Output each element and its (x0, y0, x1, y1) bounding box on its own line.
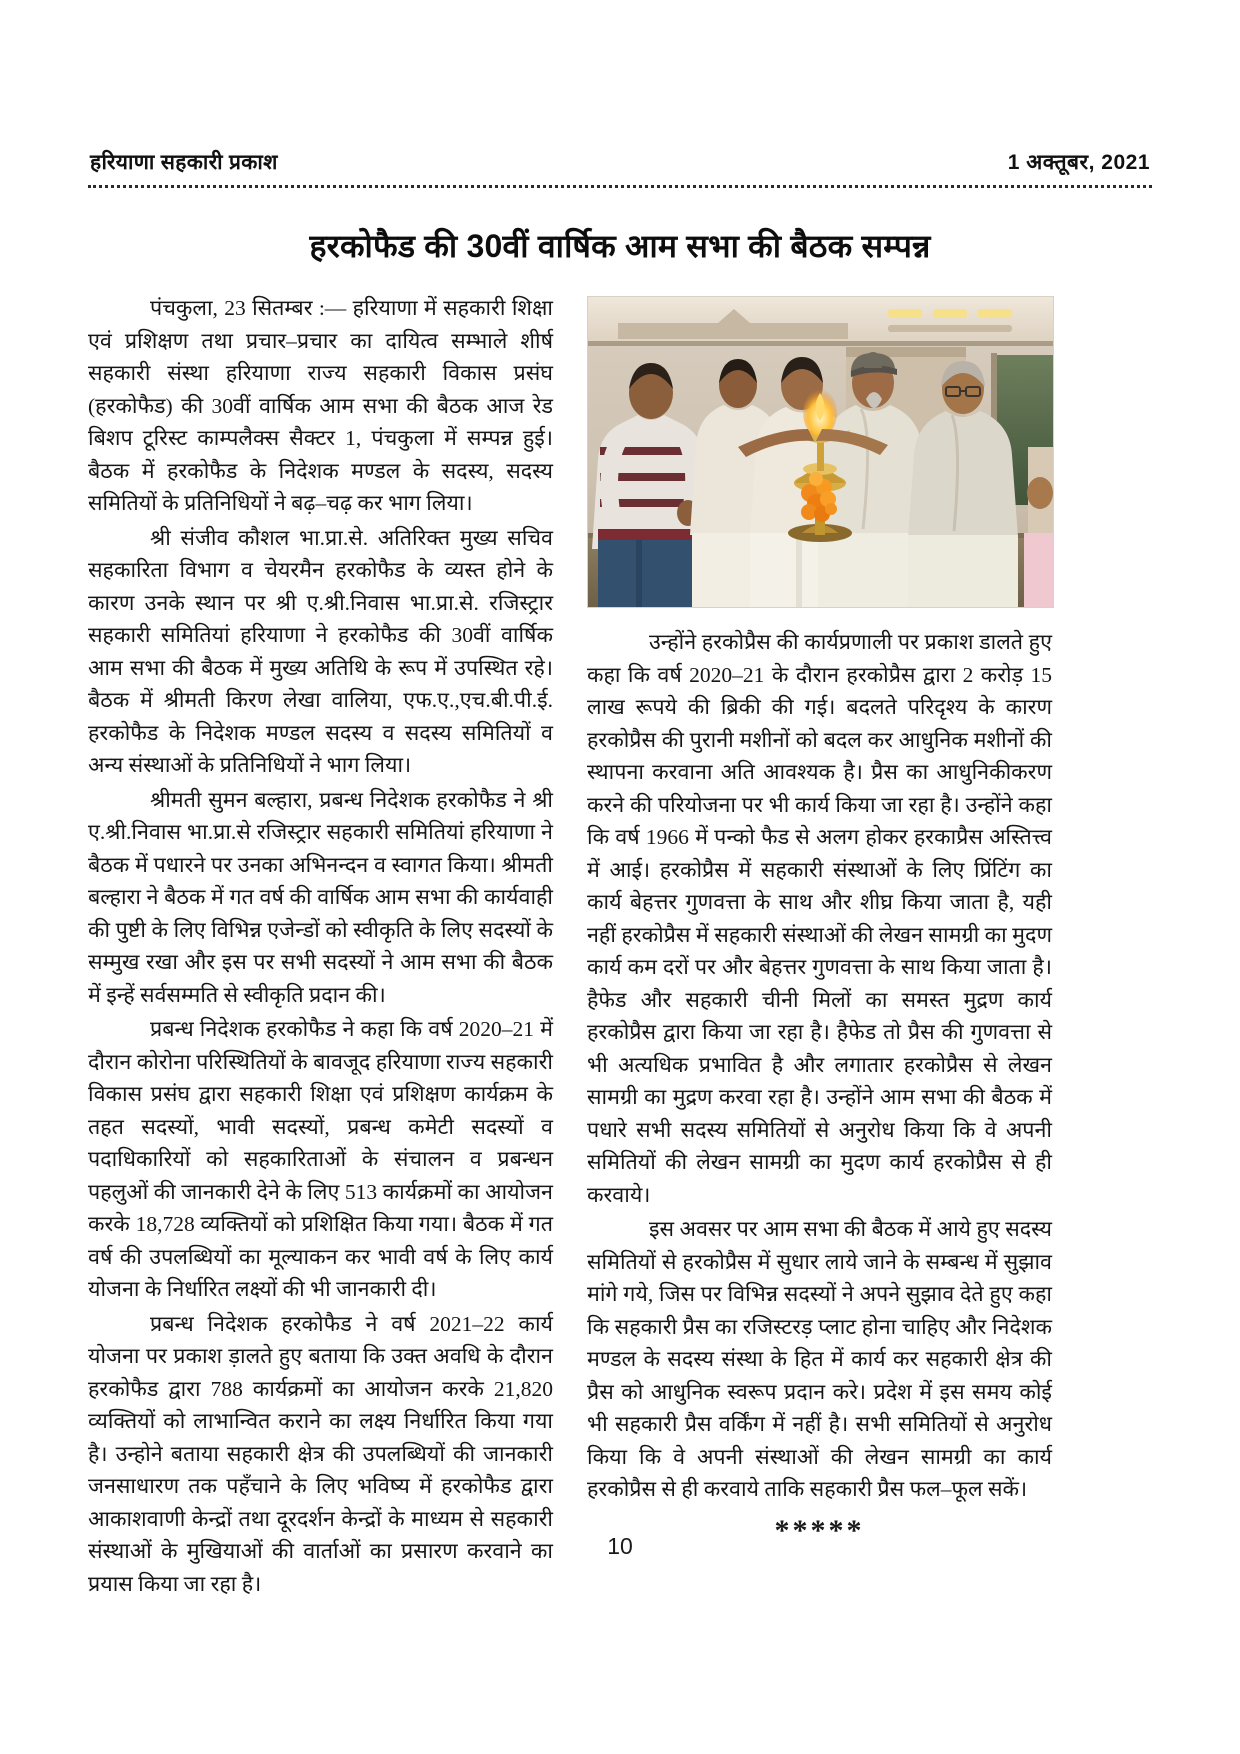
left-column (88, 292, 553, 1602)
lamp-lighting-ceremony-illustration (588, 297, 1053, 607)
article-columns (88, 292, 1152, 1602)
paragraph: प्रबन्ध निदेशक हरकोफैड ने वर्ष 2021–22 कार्य योजना पर प्रकाश ड़ालते हुए बताया कि उक्त अवधि के दौरान हरकोफैड द्वारा 788 कार्यक्रमों का आयोजन करके 21,820 व्यक्तियों को लाभान्वित कराने का लक्ष्य निर्धारित किया गया है। उन्होने बताया सहकारी क्षेत्र की उपलब्धियों की जानकारी जनसाधारण तक पहँचाने के लिए भविष्य में हरकोफैड द्वारा आकाशवाणी केन्द्रों तथा दूरदर्शन केन्द्रों के माध्यम से सहकारी संस्थाओं के मुखियाओं की वार्ताओं का प्रसारण करवाने का प्रयास किया जा रहा है। (88, 1311, 553, 1596)
paragraph: श्रीमती सुमन बल्हारा, प्रबन्ध निदेशक हरकोफैड ने श्री ए.श्री.निवास भा.प्रा.से रजिस्ट्रार सहकारी समितियां हरियाणा ने बैठक में पधारने पर उनका अभिनन्दन व स्वागत किया। श्रीमती बल्हारा ने बैठक में गत वर्ष की वार्षिक आम सभा की कार्यवाही की पुष्टी के लिए विभिन्न एजेन्डों को स्वीकृति के लिए सदस्यों के सम्मुख रखा और इस पर सभी सदस्यों ने आम सभा की बैठक में इन्हें सर्वसम्मति से स्वीकृति प्रदान की। (88, 787, 553, 1007)
article-headline: हरकोफैड की 30वीं वार्षिक आम सभा की बैठक सम्पन्न (309, 228, 931, 264)
right-column (587, 292, 1052, 1548)
paragraph: पंचकुला, 23 सितम्बर :— हरियाणा में सहकारी शिक्षा एवं प्रशिक्षण तथा प्रचार–प्रचार का दायित्व सम्भाले शीर्ष सहकारी संस्था हरियाणा राज्य सहकारी विकास प्रसंघ (हरकोफैड) की 30वीं वार्षिक आम सभा की बैठक आज रेड बिशप टूरिस्ट काम्पलैक्स सैक्टर 1, पंचकुला में सम्पन्न हुई। बैठक में हरकोफैड के निदेशक मण्डल के सदस्य, सदस्य समितियों के प्रतिनिधियों ने बढ़–चढ़ कर भाग लिया। (88, 296, 553, 515)
page-number: 10 (607, 1533, 633, 1559)
page-content (88, 148, 1152, 1602)
running-head (88, 148, 1152, 182)
header-divider (88, 185, 1152, 188)
paragraph: प्रबन्ध निदेशक हरकोफैड ने कहा कि वर्ष 2020–21 में दौरान कोरोना परिस्थितियों के बावजूद हरियाणा राज्य सहकारी विकास प्रसंघ द्वारा सहकारी शिक्षा एवं प्रशिक्षण कार्यक्रम के तहत सदस्यों, भावी सदस्यों, प्रबन्ध कमेटी सदस्यों व पदाधिकारियों को सहकारिताओं के संचालन व प्रबन्धन पहलुओं की जानकारी देने के लिए 513 कार्यक्रमों का आयोजन करके 18,728 व्यक्तियों को प्रशिक्षित किया गया। बैठक में गत वर्ष की उपलब्धियों का मूल्याकन कर भावी वर्ष के लिए कार्य योजना के निर्धारित लक्ष्यों की भी जानकारी दी। (88, 1017, 553, 1301)
end-of-article-marker: ***** (774, 1513, 865, 1547)
paragraph: श्री संजीव कौशल भा.प्रा.से. अतिरिक्त मुख्य सचिव सहकारिता विभाग व चेयरमैन हरकोफैड के व्यस्त होने के कारण उनके स्थान पर श्री ए.श्री.निवास भा.प्रा.से. रजिस्ट्रार सहकारी समितियां हरियाणा ने हरकोफैड की 30वीं वार्षिक आम सभा की बैठक में मुख्य अतिथि के रूप में उपस्थित रहे। बैठक में श्रीमती किरण लेखा वालिया, एफ.ए.,एच.बी.पी.ई. हरकोफैड के निदेशक मण्डल सदस्य व सदस्य समितियों व अन्य संस्थाओं के प्रतिनिधियों ने भाग लिया। (88, 525, 553, 777)
issue-date: 1 अक्तूबर, 2021 (1007, 151, 1150, 174)
article-photo (587, 296, 1054, 608)
paragraph: इस अवसर पर आम सभा की बैठक में आये हुए सदस्य समितियों से हरकोप्रैस में सुधार लाये जाने के सम्बन्ध में सुझाव मांगे गये, जिस पर विभिन्न सदस्यों ने अपने सुझाव देते हुए कहा कि सहकारी प्रैस का रजिस्टरड़ प्लाट होना चाहिए और निदेशक मण्डल के सदस्य संस्था के हित में कार्य कर सहकारी क्षेत्र की प्रैस को आधुनिक स्वरूप प्रदान करे। प्रदेश में इस समय कोई भी सहकारी प्रैस वर्किंग में नहीं है। सभी समितियों से अनुरोध किया कि वे अपनी संस्थाओं की लेखन सामग्री का कार्य हरकोप्रैस से ही करवाये ताकि सहकारी प्रैस फल–फूल सकें। (587, 1217, 1052, 1501)
person-right-edge (1024, 447, 1053, 607)
paragraph: उन्होंने हरकोप्रैस की कार्यप्रणाली पर प्रकाश डालते हुए कहा कि वर्ष 2020–21 के दौरान हरकोप्रैस द्वारा 2 करोड़ 15 लाख रूपये की ब्रिकी की गई। बदलते परिदृश्य के कारण हरकोप्रैस की पुरानी मशीनों को बदल कर आधुनिक मशीनों की स्थापना करवाना अति आवश्यक है। प्रैस का आधुनिकीकरण करने की परियोजना पर भी कार्य किया जा रहा है। उन्होंने कहा कि वर्ष 1966 में पन्को फैड से अलग होकर हरकाप्रैस अस्तित्त्व में आई। हरकोप्रैस में सहकारी संस्थाओं के लिए प्रिंटिंग का कार्य बेहत्तर गुणवत्ता के साथ और शीघ्र किया जाता है, यही नहीं हरकोप्रैस में सहकारी संस्थाओं की लेखन सामग्री का मुदण कार्य कम दरों पर और बेहत्तर गुणवत्ता के साथ किया जाता है। हैफेड और सहकारी चीनी मिलों का समस्त मुद्रण कार्य हरकोप्रैस द्वारा किया जा रहा है। हैफेड तो प्रैस की गुणवत्ता से भी अत्यधिक प्रभावित है और लगातार हरकोप्रैस से लेखन सामग्री का मुद्रण करवा रहा है। उन्होंने आम सभा की बैठक में पधारे सभी सदस्य समितियों से अनुरोध किया कि वे अपनी समितियों की लेखन सामग्री का मुदण कार्य हरकोप्रैस से ही करवाये। (587, 630, 1052, 1207)
masthead-title: हरियाणा सहकारी प्रकाश (90, 151, 278, 174)
